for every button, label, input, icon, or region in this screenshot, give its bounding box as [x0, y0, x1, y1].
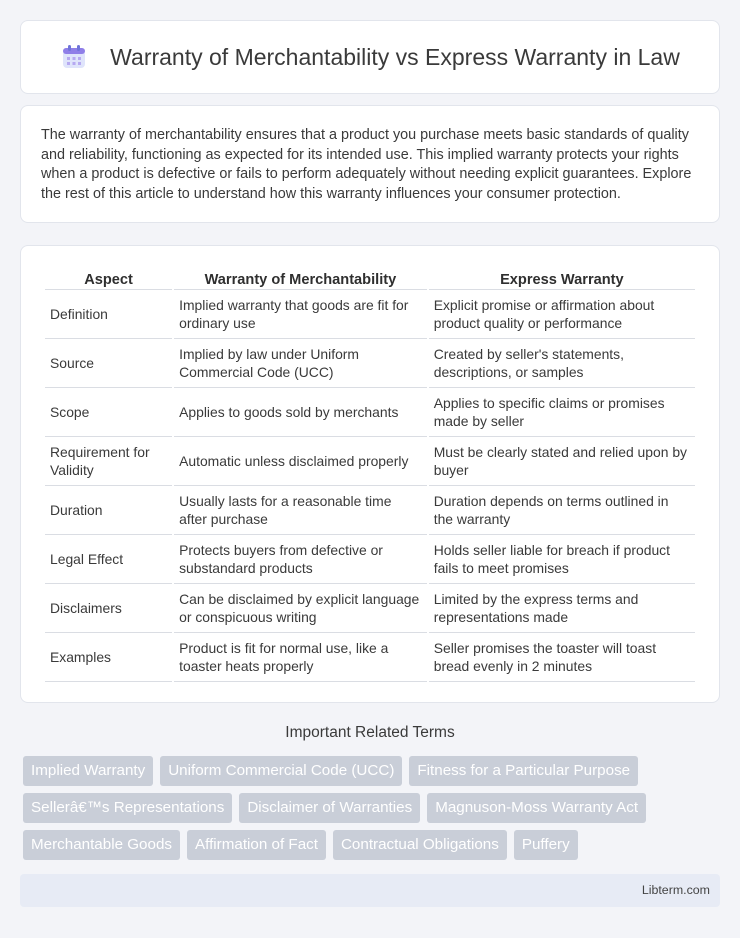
tag-row — [23, 830, 723, 860]
tag-ucc[interactable]: Uniform Commercial Code (UCC) — [160, 756, 402, 786]
table-row — [45, 437, 695, 486]
cell-merchantability: Implied by law under Uniform Commercial Code (UCC) — [174, 339, 427, 388]
table-row — [45, 584, 695, 633]
cell-aspect: Legal Effect — [45, 535, 172, 584]
cell-aspect: Source — [45, 339, 172, 388]
cell-merchantability: Product is fit for normal use, like a toaster heats properly — [174, 633, 427, 682]
tag-row — [23, 793, 723, 823]
tag-row — [23, 756, 723, 786]
cell-express: Duration depends on terms outlined in the warranty — [429, 486, 695, 535]
cell-merchantability: Implied warranty that goods are fit for ordinary use — [174, 290, 427, 339]
table-row — [45, 633, 695, 682]
table-row — [45, 388, 695, 437]
tag-disclaimer-warranties[interactable]: Disclaimer of Warranties — [239, 793, 420, 823]
cell-merchantability: Automatic unless disclaimed properly — [174, 437, 427, 486]
cell-express: Must be clearly stated and relied upon by buyer — [429, 437, 695, 486]
table-row — [45, 290, 695, 339]
comparison-table — [43, 266, 697, 682]
cell-express: Explicit promise or affirmation about product quality or performance — [429, 290, 695, 339]
cell-aspect: Scope — [45, 388, 172, 437]
tag-implied-warranty[interactable]: Implied Warranty — [23, 756, 153, 786]
tag-contractual-obligations[interactable]: Contractual Obligations — [333, 830, 507, 860]
table-row — [45, 486, 695, 535]
calendar-icon — [60, 43, 88, 71]
header-express: Express Warranty — [429, 266, 695, 290]
intro-card — [20, 105, 720, 223]
tag-merchantable-goods[interactable]: Merchantable Goods — [23, 830, 180, 860]
tag-affirmation-fact[interactable]: Affirmation of Fact — [187, 830, 326, 860]
header-aspect: Aspect — [45, 266, 172, 290]
related-terms-title: Important Related Terms — [285, 724, 455, 741]
cell-merchantability: Usually lasts for a reasonable time after purchase — [174, 486, 427, 535]
cell-aspect: Examples — [45, 633, 172, 682]
table-row — [45, 339, 695, 388]
cell-aspect: Requirement for Validity — [45, 437, 172, 486]
tag-sellers-representations[interactable]: Sellerâ€™s Representations — [23, 793, 232, 823]
cell-express: Created by seller's statements, descriptions, or samples — [429, 339, 695, 388]
title-card — [20, 20, 720, 94]
tag-magnuson-moss[interactable]: Magnuson-Moss Warranty Act — [427, 793, 646, 823]
comparison-card — [20, 245, 720, 703]
cell-aspect: Definition — [45, 290, 172, 339]
tag-fitness-purpose[interactable]: Fitness for a Particular Purpose — [409, 756, 638, 786]
header-merchantability: Warranty of Merchantability — [174, 266, 427, 290]
cell-express: Holds seller liable for breach if product fails to meet promises — [429, 535, 695, 584]
table-row — [45, 535, 695, 584]
cell-merchantability: Protects buyers from defective or substandard products — [174, 535, 427, 584]
related-terms — [23, 756, 723, 867]
cell-express: Applies to specific claims or promises made by seller — [429, 388, 695, 437]
footer — [20, 874, 720, 907]
cell-express: Limited by the express terms and representations made — [429, 584, 695, 633]
tag-puffery[interactable]: Puffery — [514, 830, 578, 860]
cell-merchantability: Can be disclaimed by explicit language or conspicuous writing — [174, 584, 427, 633]
footer-site-link[interactable]: Libterm.com — [641, 883, 710, 897]
table-header-row — [45, 266, 695, 290]
page-title: Warranty of Merchantability vs Express Warranty in Law — [110, 43, 680, 70]
cell-merchantability: Applies to goods sold by merchants — [174, 388, 427, 437]
cell-aspect: Disclaimers — [45, 584, 172, 633]
cell-express: Seller promises the toaster will toast bread evenly in 2 minutes — [429, 633, 695, 682]
cell-aspect: Duration — [45, 486, 172, 535]
intro-paragraph: The warranty of merchantability ensures that a product you purchase meets basic standards of quality and reliability, functioning as expected for its intended use. This implied warranty protects your rights when a product is defective or fails to perform adequately without needing explicit guarantees. Explore the rest of this article to understand how this warranty influences your consumer protection. — [41, 127, 692, 202]
